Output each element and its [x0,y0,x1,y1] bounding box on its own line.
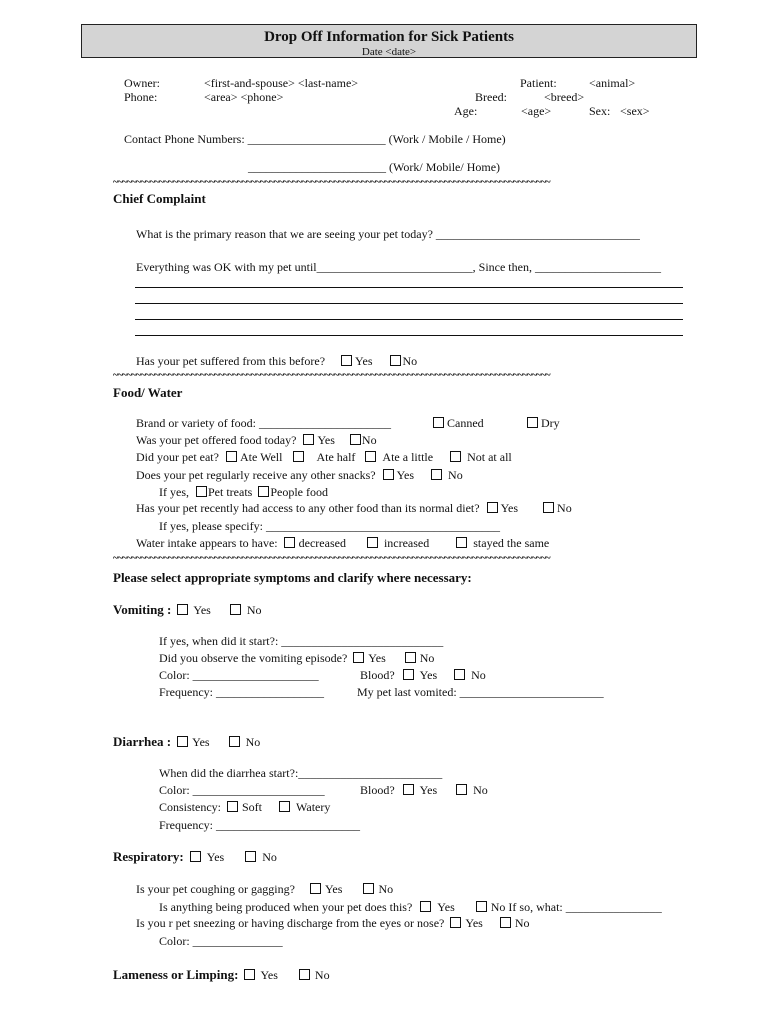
diarrhea-blood-no-checkbox[interactable] [456,784,467,795]
people-food-checkbox[interactable] [258,486,269,497]
owner-value: <first-and-spouse> <last-name> [204,76,359,90]
suffered-before-yes-checkbox[interactable] [341,355,352,366]
observe-yes-checkbox[interactable] [353,652,364,663]
vomiting-row [113,603,262,617]
lameness-label: Lameness or Limping: [113,967,239,982]
no-label: No [361,433,377,447]
offered-yes-checkbox[interactable] [303,434,314,445]
offered-food-question: Was your pet offered food today? [136,433,297,447]
water-intake-question: Water intake appears to have: [136,536,278,550]
yes-label: Yes [206,850,225,864]
sneezing-question: Is you r pet sneezing or having discharge from the eyes or nose? [136,916,445,930]
sneezing-no-checkbox[interactable] [500,917,511,928]
consistency-label: Consistency: [159,800,221,814]
snacks-yes-checkbox[interactable] [383,469,394,480]
yes-label: Yes [324,882,343,896]
soft-checkbox[interactable] [227,801,238,812]
breed-label: Breed: [475,90,507,104]
phone-value: <area> <phone> [204,90,284,104]
decreased-label: decreased [298,536,346,550]
yes-label: Yes [368,651,386,665]
water-intake-row [136,536,549,550]
no-label: No [514,916,530,930]
respiratory-label: Respiratory: [113,849,184,864]
increased-label: increased [383,536,430,550]
canned-label: Canned [447,416,484,430]
specify-field[interactable]: If yes, please specify: _______________________________________ [159,519,500,533]
watery-label: Watery [296,800,331,814]
answer-line[interactable] [135,303,683,304]
soft-label: Soft [242,800,263,814]
snack-type-row [159,485,328,499]
suffered-before-no-checkbox[interactable] [390,355,401,366]
other-food-row [136,501,572,515]
offered-no-checkbox[interactable] [350,434,361,445]
respiratory-row [113,850,277,864]
dry-option [527,416,560,430]
produced-no-checkbox[interactable] [476,901,487,912]
no-label: No [246,603,262,617]
symptoms-heading: Please select appropriate symptoms and clarify where necessary: [113,570,472,585]
blood-label: Blood? [360,668,395,682]
yes-label: Yes [437,900,455,914]
food-water-heading: Food/ Water [113,385,183,400]
contact-phone-line-1[interactable]: Contact Phone Numbers: _______________________ (Work / Mobile / Home) [124,132,506,146]
observe-no-checkbox[interactable] [405,652,416,663]
vomit-blood-row [360,668,486,682]
did-eat-row [136,450,512,464]
separator: ~~~~~~~~~~~~~~~~~~~~~~~~~~~~~~~~~~~~~~~~~~~~~~~~~~~~~~~~~~~~~~~~~~~~~~~~~~~~~~~~~~~~~~~~~~~~~~~ [113,372,551,379]
primary-reason-question[interactable]: What is the primary reason that we are seeing your pet today? __________________________________ [136,227,640,241]
no-label: No [448,468,463,482]
breed-value: <breed> [544,90,585,104]
phone-label: Phone: [124,90,158,104]
ate-well-label: Ate Well [239,450,283,464]
patient-label: Patient: [520,76,557,90]
contact-phone-line-2[interactable]: _______________________ (Work/ Mobile/ Home) [248,160,501,174]
vomit-blood-no-checkbox[interactable] [454,669,465,680]
diarrhea-frequency-field[interactable]: Frequency: ________________________ [159,818,360,832]
vomit-color-field[interactable]: Color: _____________________ [159,668,319,682]
produced-yes-checkbox[interactable] [420,901,431,912]
lameness-row [113,968,330,982]
pet-treats-checkbox[interactable] [196,486,207,497]
age-value: <age> [521,104,552,118]
vomit-blood-yes-checkbox[interactable] [403,669,414,680]
brand-field[interactable]: Brand or variety of food: ______________________ [136,416,391,430]
coughing-yes-checkbox[interactable] [310,883,321,894]
not-at-all-label: Not at all [467,450,512,464]
suffered-before-question: Has your pet suffered from this before? [136,354,326,368]
patient-value: <animal> [589,76,636,90]
vomiting-yes-checkbox[interactable] [177,604,188,615]
diarrhea-blood-yes-checkbox[interactable] [403,784,414,795]
yes-label: Yes [193,603,211,617]
did-eat-question: Did your pet eat? [136,450,219,464]
separator: ~~~~~~~~~~~~~~~~~~~~~~~~~~~~~~~~~~~~~~~~~~~~~~~~~~~~~~~~~~~~~~~~~~~~~~~~~~~~~~~~~~~~~~~~~~~~~~~ [113,179,551,186]
yes-label: Yes [260,968,278,982]
respiratory-yes-checkbox[interactable] [190,851,201,862]
offered-food-row [136,433,377,447]
no-label: No [473,783,488,797]
everything-ok-question[interactable]: Everything was OK with my pet until__________________________, Since then, _____________________ [136,260,661,274]
no-label: No [557,501,572,515]
ate-little-checkbox[interactable] [365,451,376,462]
diarrhea-blood-row [360,783,488,797]
diarrhea-label: Diarrhea : [113,734,172,749]
coughing-question: Is your pet coughing or gagging? [136,882,295,896]
coughing-no-checkbox[interactable] [363,883,374,894]
vomiting-no-checkbox[interactable] [230,604,241,615]
yes-label: Yes [419,668,438,682]
other-food-no-checkbox[interactable] [543,502,554,513]
increased-checkbox[interactable] [367,537,378,548]
other-food-yes-checkbox[interactable] [487,502,498,513]
no-label: No [419,651,435,665]
diarrhea-start-field[interactable]: When did the diarrhea start?:________________________ [159,766,443,780]
not-at-all-checkbox[interactable] [450,451,461,462]
stayed-same-label: stayed the same [473,536,550,550]
sex-label: Sex: [589,104,611,118]
discharge-color-field[interactable]: Color: _______________ [159,934,283,948]
produced-if-so-field[interactable]: No If so, what: ________________ [490,900,662,914]
dry-checkbox[interactable] [527,417,538,428]
coughing-row [136,882,393,896]
age-label: Age: [454,104,478,118]
produced-question: Is anything being produced when your pet does this? [159,900,413,914]
form-date: Date <date> [361,46,417,58]
yes-label: Yes [419,783,438,797]
suffered-before-row [136,354,431,368]
yes-label: Yes [396,468,415,482]
stayed-same-checkbox[interactable] [456,537,467,548]
canned-checkbox[interactable] [433,417,444,428]
canned-option [433,416,484,430]
sex-value: <sex> [620,104,650,118]
respiratory-no-checkbox[interactable] [245,851,256,862]
yes-label: Yes [465,916,483,930]
observe-vomiting-row [159,651,434,665]
other-food-question: Has your pet recently had access to any other food than its normal diet? [136,501,480,515]
chief-complaint-heading: Chief Complaint [113,191,206,206]
ate-little-label: Ate a little [382,450,434,464]
yes-label: Yes [355,354,373,368]
snacks-no-checkbox[interactable] [431,469,442,480]
last-vomited-field[interactable]: My pet last vomited: ________________________ [357,685,604,699]
no-label: No [262,850,277,864]
sneezing-yes-checkbox[interactable] [450,917,461,928]
lameness-yes-checkbox[interactable] [244,969,255,980]
people-food-label: People food [270,485,328,499]
consistency-row [159,800,330,814]
produced-row [159,900,662,914]
separator: ~~~~~~~~~~~~~~~~~~~~~~~~~~~~~~~~~~~~~~~~~~~~~~~~~~~~~~~~~~~~~~~~~~~~~~~~~~~~~~~~~~~~~~~~~~~~~~~ [113,555,551,562]
watery-checkbox[interactable] [279,801,290,812]
dry-label: Dry [541,416,560,430]
no-label: No [378,882,394,896]
snacks-question: Does your pet regularly receive any other snacks? [136,468,376,482]
if-yes-label: If yes, [159,485,189,499]
answer-line[interactable] [135,319,683,320]
vomit-frequency-field[interactable]: Frequency: __________________ [159,685,324,699]
sneezing-row [136,916,530,930]
diarrhea-row [113,735,260,749]
no-label: No [314,968,330,982]
pet-treats-label: Pet treats [208,485,253,499]
vomiting-label: Vomiting : [113,602,172,617]
diarrhea-yes-checkbox[interactable] [177,736,188,747]
answer-line[interactable] [135,335,683,336]
no-label: No [402,354,418,368]
owner-label: Owner: [124,76,160,90]
yes-label: Yes [192,735,210,749]
blood-label: Blood? [360,783,395,797]
vomiting-start-field[interactable]: If yes, when did it start?: ___________________________ [159,634,444,648]
form-title: Drop Off Information for Sick Patients [264,29,514,45]
yes-label: Yes [317,433,335,447]
yes-label: Yes [500,501,519,515]
form-header [81,24,697,58]
no-label: No [245,735,261,749]
answer-line[interactable] [135,287,683,288]
lameness-no-checkbox[interactable] [299,969,310,980]
no-label: No [471,668,486,682]
ate-half-label: Ate half [316,450,356,464]
observe-vomiting-question: Did you observe the vomiting episode? [159,651,348,665]
ate-half-checkbox[interactable] [293,451,304,462]
diarrhea-no-checkbox[interactable] [229,736,240,747]
diarrhea-color-field[interactable]: Color: ______________________ [159,783,325,797]
ate-well-checkbox[interactable] [226,451,237,462]
decreased-checkbox[interactable] [284,537,295,548]
snacks-row [136,468,463,482]
